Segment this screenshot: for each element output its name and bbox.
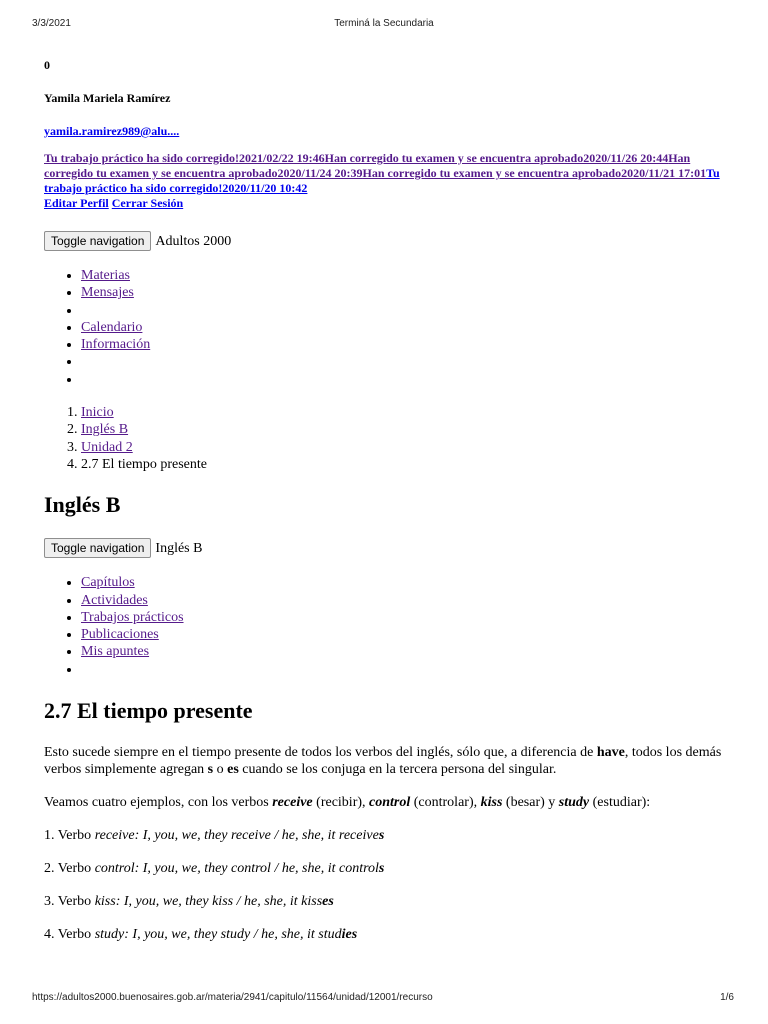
nav-item-calendario[interactable]: Calendario [81,319,143,335]
lesson-paragraph-2: Veamos cuatro ejemplos, con los verbos receive (recibir), control (controlar), kiss (besar) y study (estudiar): [44,795,651,811]
print-url: https://adultos2000.buenosaires.gob.ar/materia/2941/capitulo/11564/unidad/12001/recurso [32,992,433,1003]
breadcrumb-item-inicio[interactable]: Inicio [81,405,114,421]
subject-nav-mis-apuntes[interactable]: Mis apuntes [81,644,150,660]
breadcrumb-item-ingles-b[interactable]: Inglés B [81,422,129,438]
brand-title: Adultos 2000 [155,233,232,249]
subject-brand: Inglés B [155,540,203,556]
notification-item[interactable]: Han corregido tu examen y se encuentra aprobado2020/11/24 20:39 [44,151,691,180]
nav-item-empty [81,353,734,370]
main-nav-toggle-button[interactable]: Toggle navigation [44,231,151,251]
subject-nav-actividades[interactable]: Actividades [81,592,148,608]
logout-link[interactable]: Cerrar Sesión [111,196,184,210]
subject-nav-toggle-button[interactable]: Toggle navigation [44,538,151,558]
nav-item-empty [81,371,734,388]
subject-nav-publicaciones[interactable]: Publicaciones [81,627,159,643]
nav-item-informacion[interactable]: Información [81,337,151,353]
nav-item-mensajes[interactable]: Mensajes [81,285,134,301]
breadcrumb [44,404,734,473]
page-counter: 1/6 [720,992,734,1003]
subject-nav-capitulos[interactable]: Capítulos [81,575,135,591]
notification-item[interactable]: Han corregido tu examen y se encuentra aprobado2020/11/26 20:44 [324,151,669,165]
subject-nav-menu [44,574,734,678]
lesson-title: 2.7 El tiempo presente [44,698,253,724]
page-content [44,58,734,943]
print-title: Terminá la Secundaria [334,18,434,29]
example-1: 1. Verbo receive: I, you, we, they receive / he, she, it receives [44,828,385,844]
example-3: 3. Verbo kiss: I, you, we, they kiss / he, she, it kisses [44,894,334,910]
profile-links [44,196,734,211]
example-4: 4. Verbo study: I, you, we, they study / he, she, it studies [44,927,358,943]
notification-count: 0 [44,58,50,72]
subject-nav-trabajos-practicos[interactable]: Trabajos prácticos [81,609,184,625]
notifications-list [44,151,734,196]
breadcrumb-item-unidad-2[interactable]: Unidad 2 [81,439,133,455]
lesson-paragraph-1: Esto sucede siempre en el tiempo presente de todos los verbos del inglés, sólo que, a diferencia de have, todos los demás verbos simplemente agregan s o es cuando se los conjuga en la tercera persona del singular. [44,745,722,778]
main-navbar [44,231,734,251]
example-2: 2. Verbo control: I, you, we, they control / he, she, it controls [44,861,385,877]
user-email-link[interactable]: yamila.ramirez989@alu.... [44,124,180,138]
edit-profile-link[interactable]: Editar Perfil [44,196,109,210]
breadcrumb-current: 4. 2.7 El tiempo presente [81,456,734,473]
subject-navbar [44,538,734,558]
subject-nav-empty [81,661,734,678]
notification-item[interactable]: Tu trabajo práctico ha sido corregido!2021/02/22 19:46 [44,151,325,165]
subject-title: Inglés B [44,492,121,518]
print-date: 3/3/2021 [32,18,71,29]
user-name: Yamila Mariela Ramírez [44,91,171,105]
main-nav-menu [44,267,734,388]
notification-item[interactable]: Han corregido tu examen y se encuentra aprobado2020/11/21 17:01 [362,166,707,180]
nav-item-empty [81,302,734,319]
notification-item[interactable]: Tu trabajo práctico ha sido corregido!2020/11/20 10:42 [44,166,720,195]
nav-item-materias[interactable]: Materias [81,268,130,283]
